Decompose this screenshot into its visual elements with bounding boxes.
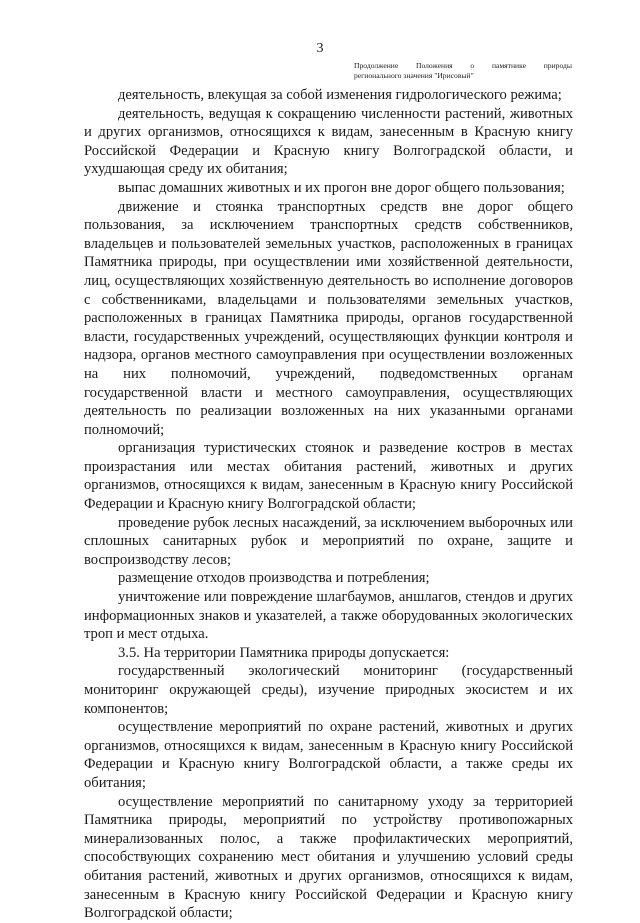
paragraph-logging: проведение рубок лесных насаждений, за исключением выборочных или сплошных санитарных рубок и мероприятий по охране, защите и воспроизводству лесов;: [84, 514, 573, 568]
paragraph-sign-damage: уничтожение или повреждение шлагбаумов, аншлагов, стендов и других информационных знаков и указателей, а также оборудованных экологических троп и мест отдыха.: [84, 589, 573, 643]
running-header-line-1: Продолжение Положения о памятнике природы: [354, 61, 572, 70]
paragraph-vehicle-movement: движение и стоянка транспортных средств вне дорог общего пользования, за исключением транспортных средств собственников, владельцев и пользователей земельных участков, расположенных в границах Памятника природы, при осуществлении ими хозяйственной деятельности, лиц, осуществляющих хозяйственную деятельность во исполнение договоров с собственниками, владельцами и пользователями земельных участков, расположенных в границах Памятника природы, органов государственной власти, государственных учреждений, осуществляющих функции контроля и надзора, органов местного самоуправления при осуществлении возложенных на них полномочий, учреждений, подведомственных органам государственной власти и местного самоуправления, осуществляющих деятельность по реализации возложенных на них указанными органами полномочий;: [84, 198, 573, 438]
running-header-line-2: регионального значения "Ирисовый": [354, 70, 474, 80]
paragraph-species-protection: осуществление мероприятий по охране растений, животных и других организмов, относящихся к видам, занесенным в Красную книгу Российской Федерации и Красную книгу Волгоградской области, а также среды их обитания;: [84, 719, 573, 791]
paragraph-livestock-grazing: выпас домашних животных и их прогон вне дорог общего пользования;: [118, 179, 565, 196]
paragraph-tourist-camps: организация туристических стоянок и разведение костров в местах произрастания или местах обитания растений, животных и других организмов, относящихся к видам, занесенным в Красную книгу Российской Федерации и Красную книгу Волгоградской области;: [84, 440, 573, 513]
page-number: 3: [316, 41, 324, 56]
paragraph-waste-disposal: размещение отходов производства и потребления;: [118, 570, 430, 587]
paragraph-environmental-monitoring: государственный экологический мониторинг (государственный мониторинг окружающей среды), изучение природных экосистем и их компонентов;: [84, 663, 573, 717]
running-header: [354, 61, 572, 80]
document-body: [84, 86, 573, 923]
paragraph-population-reduction: деятельность, ведущая к сокращению численности растений, животных и других организмов, относящихся к видам, занесенным в Красную книгу Российской Федерации и Красную книгу Волгоградской области, и ухудшающая среду их обитания;: [84, 105, 573, 178]
section-heading-3-5: 3.5. На территории Памятника природы допускается:: [118, 644, 450, 661]
paragraph-sanitary-care: осуществление мероприятий по санитарному уходу за территорией Памятника природы, мероприятий по устройству противопожарных минерализованных полос, а также профилактических мероприятий, способствующих сохранению мест обитания и улучшению условий среды обитания растений, животных и других организмов, относящихся к видам, занесенным в Красную книгу Российской Федерации и Красную книгу Волгоградской области;: [84, 793, 573, 922]
paragraph-hydrological-regime: деятельность, влекущая за собой изменения гидрологического режима;: [118, 87, 562, 103]
